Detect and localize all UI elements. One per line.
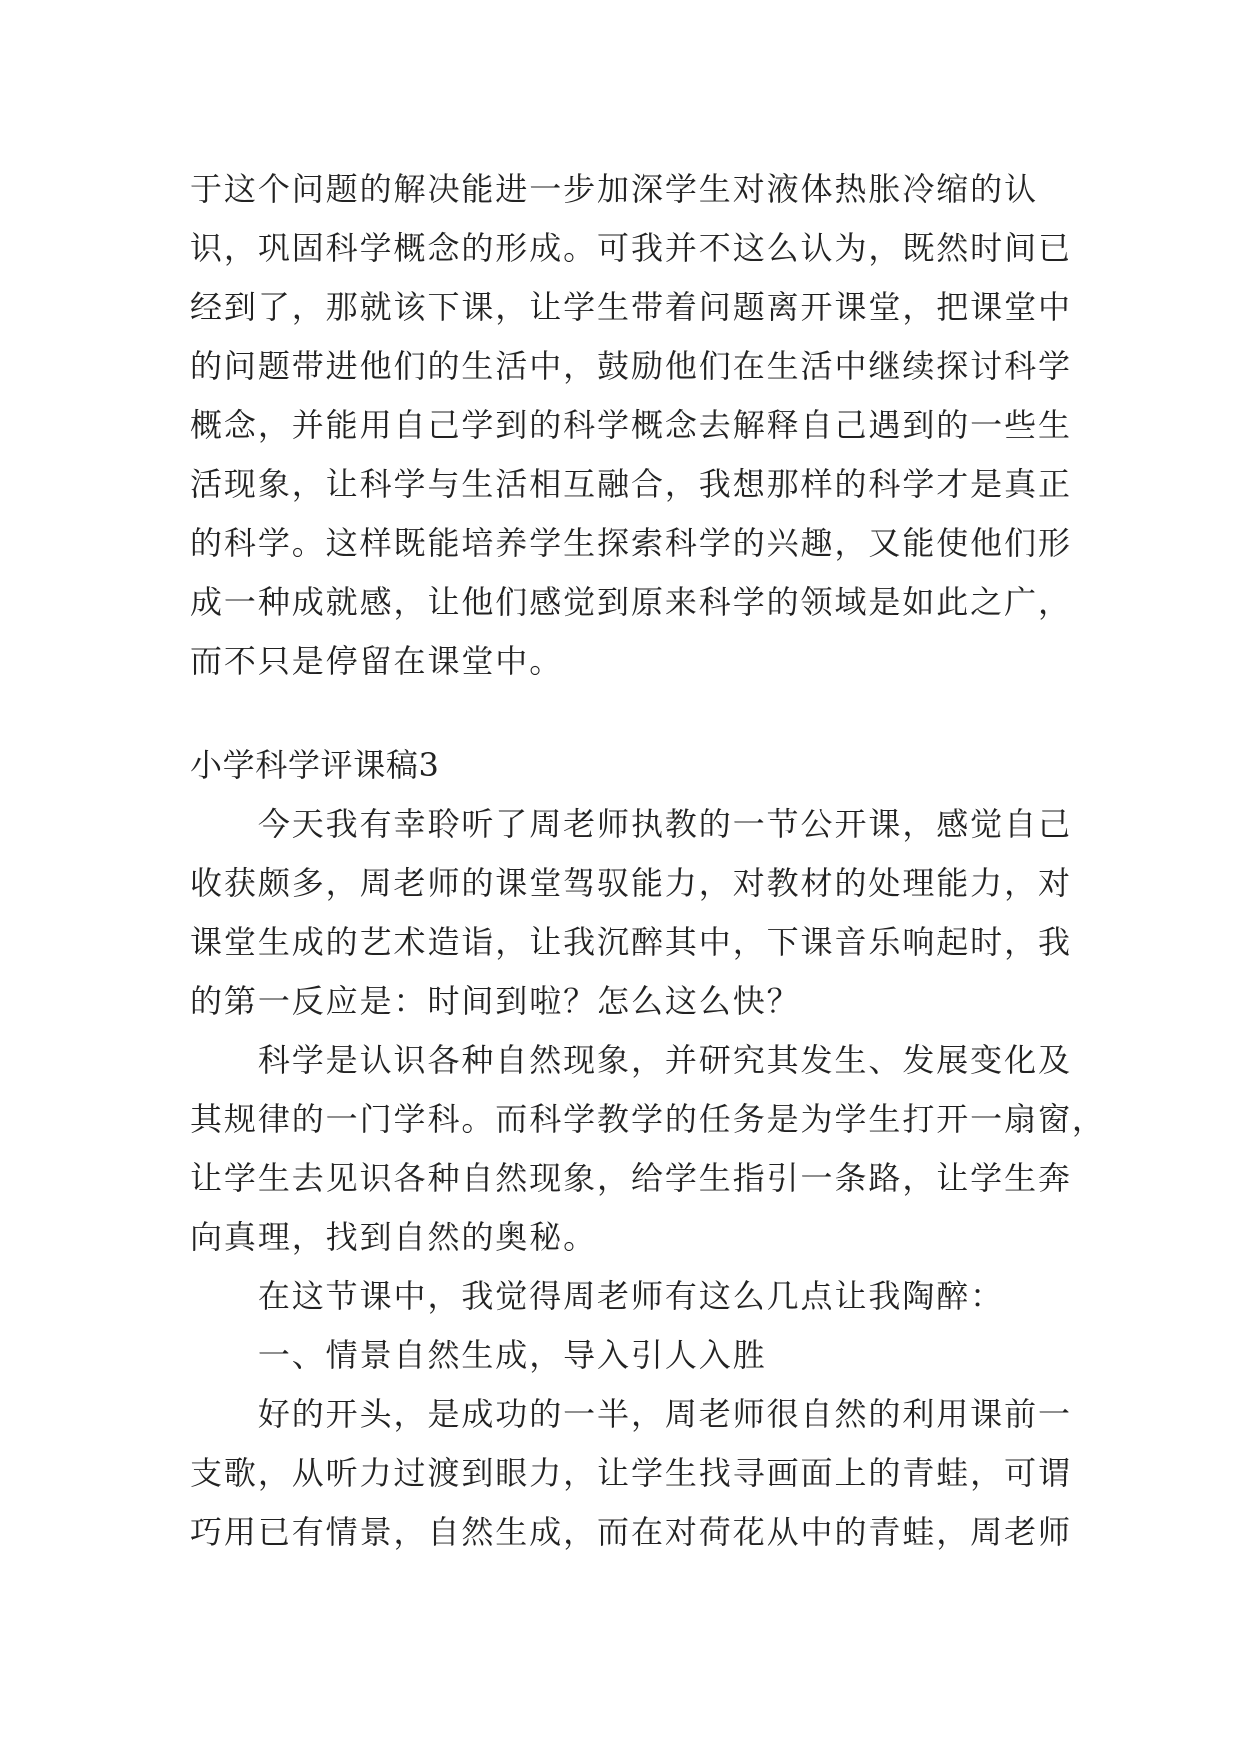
text-line: 收获颇多，周老师的课堂驾驭能力，对教材的处理能力，对 xyxy=(190,864,1072,902)
text-line: 的问题带进他们的生活中，鼓励他们在生活中继续探讨科学 xyxy=(190,347,1072,385)
section-title: 小学科学评课稿3 xyxy=(190,746,440,784)
text-line: 的第一反应是：时间到啦？怎么这么快？ xyxy=(190,982,801,1020)
text-line: 让学生去见识各种自然现象，给学生指引一条路，让学生奔 xyxy=(190,1159,1072,1197)
text-line: 活现象，让科学与生活相互融合，我想那样的科学才是真正 xyxy=(190,465,1072,503)
text-line: 而不只是停留在课堂中。 xyxy=(190,642,564,680)
section-spacer xyxy=(190,691,1070,735)
text-line: 识，巩固科学概念的形成。可我并不这么认为，既然时间已 xyxy=(190,229,1072,267)
text-line: 一、情景自然生成，导入引人入胜 xyxy=(190,1336,767,1374)
text-line: 概念，并能用自己学到的科学概念去解释自己遇到的一些生 xyxy=(190,406,1072,444)
text-line: 其规律的一门学科。而科学教学的任务是为学生打开一扇窗， xyxy=(190,1100,1106,1138)
text-line: 科学是认识各种自然现象，并研究其发生、发展变化及 xyxy=(190,1041,1072,1079)
text-line: 课堂生成的艺术造诣，让我沉醉其中，下课音乐响起时，我 xyxy=(190,923,1072,961)
text-line: 巧用已有情景，自然生成，而在对荷花从中的青蛙，周老师 xyxy=(190,1513,1072,1551)
text-line: 经到了，那就该下课，让学生带着问题离开课堂，把课堂中 xyxy=(190,288,1072,326)
text-line: 的科学。这样既能培养学生探索科学的兴趣，又能使他们形 xyxy=(190,524,1072,562)
text-line: 今天我有幸聆听了周老师执教的一节公开课，感觉自己 xyxy=(190,805,1072,843)
text-line: 好的开头，是成功的一半，周老师很自然的利用课前一 xyxy=(190,1395,1072,1433)
text-line: 于这个问题的解决能进一步加深学生对液体热胀冷缩的认 xyxy=(190,170,1039,208)
text-line: 支歌，从听力过渡到眼力，让学生找寻画面上的青蛙，可谓 xyxy=(190,1454,1072,1492)
text-line: 向真理，找到自然的奥秘。 xyxy=(190,1218,598,1256)
text-line: 在这节课中，我觉得周老师有这么几点让我陶醉： xyxy=(190,1277,1005,1315)
document-body xyxy=(190,160,1106,1562)
text-line: 成一种成就感，让他们感觉到原来科学的领域是如此之广， xyxy=(190,583,1072,621)
section-body-text xyxy=(190,795,1106,1562)
previous-section-text xyxy=(190,160,1070,691)
